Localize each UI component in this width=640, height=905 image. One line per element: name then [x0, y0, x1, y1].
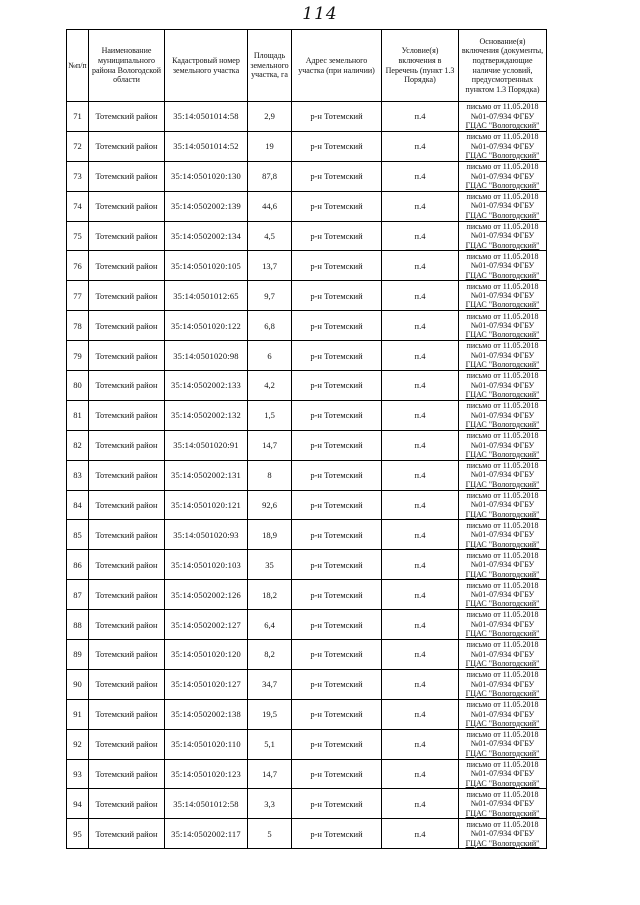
basis-line: №01-07/934 ФГБУ — [470, 171, 535, 181]
plot-area: 14,7 — [248, 759, 292, 789]
inclusion-basis-document — [459, 161, 547, 191]
row-number: 78 — [67, 311, 89, 341]
basis-line: письмо от 11.05.2018 — [466, 192, 539, 201]
basis-line: письмо от 11.05.2018 — [466, 819, 539, 829]
district-name: Тотемский район — [89, 191, 165, 221]
basis-line: письмо от 11.05.2018 — [466, 640, 539, 650]
table-row — [67, 759, 547, 789]
inclusion-basis-document — [459, 281, 547, 311]
inclusion-condition: п.4 — [382, 699, 459, 729]
district-name: Тотемский район — [89, 669, 165, 699]
inclusion-condition: п.4 — [382, 191, 459, 221]
col-header-district: Наименование муниципального района Вологодской области — [89, 30, 165, 102]
plot-area: 3,3 — [248, 789, 292, 819]
plot-area: 18,2 — [248, 580, 292, 610]
basis-line: ГЦАС "Вологодский" — [465, 748, 540, 758]
plot-area: 5 — [248, 819, 292, 849]
plot-area: 8,2 — [248, 640, 292, 670]
basis-line: письмо от 11.05.2018 — [466, 341, 539, 351]
table-row — [67, 460, 547, 490]
inclusion-condition: п.4 — [382, 400, 459, 430]
inclusion-basis-document — [459, 580, 547, 610]
inclusion-basis-document — [459, 699, 547, 729]
plot-address: р-н Тотемский — [292, 371, 382, 401]
table-row — [67, 281, 547, 311]
plot-area: 87,8 — [248, 161, 292, 191]
plot-area: 13,7 — [248, 251, 292, 281]
plot-area: 92,6 — [248, 490, 292, 520]
plot-address: р-н Тотемский — [292, 341, 382, 371]
plot-area: 14,7 — [248, 430, 292, 460]
basis-line: ГЦАС "Вологодский" — [465, 629, 540, 639]
table-row — [67, 341, 547, 371]
district-name: Тотемский район — [89, 400, 165, 430]
plot-area: 6,8 — [248, 311, 292, 341]
table-row — [67, 430, 547, 460]
basis-line: ГЦАС "Вологодский" — [465, 539, 540, 549]
basis-line: письмо от 11.05.2018 — [466, 610, 539, 620]
basis-line: ГЦАС "Вологодский" — [465, 180, 540, 190]
plot-area: 34,7 — [248, 669, 292, 699]
district-name: Тотемский район — [89, 699, 165, 729]
plot-address: р-н Тотемский — [292, 520, 382, 550]
district-name: Тотемский район — [89, 819, 165, 849]
inclusion-basis-document — [459, 640, 547, 670]
plot-area: 4,5 — [248, 221, 292, 251]
basis-line: №01-07/934 ФГБУ — [470, 410, 535, 420]
basis-line: №01-07/934 ФГБУ — [470, 111, 535, 121]
inclusion-condition: п.4 — [382, 819, 459, 849]
plot-area: 9,7 — [248, 281, 292, 311]
inclusion-basis-document — [459, 131, 547, 161]
plot-address: р-н Тотемский — [292, 580, 382, 610]
table-row — [67, 371, 547, 401]
plot-address: р-н Тотемский — [292, 311, 382, 341]
inclusion-condition: п.4 — [382, 281, 459, 311]
plot-address: р-н Тотемский — [292, 819, 382, 849]
cadastral-number: 35:14:0501014:52 — [165, 131, 248, 161]
plot-address: р-н Тотемский — [292, 251, 382, 281]
cadastral-number: 35:14:0501020:103 — [165, 550, 248, 580]
basis-line: №01-07/934 ФГБУ — [470, 261, 535, 271]
inclusion-basis-document — [459, 759, 547, 789]
district-name: Тотемский район — [89, 640, 165, 670]
inclusion-condition: п.4 — [382, 490, 459, 520]
row-number: 92 — [67, 729, 89, 759]
row-number: 91 — [67, 699, 89, 729]
cadastral-number: 35:14:0502002:139 — [165, 191, 248, 221]
district-name: Тотемский район — [89, 460, 165, 490]
plot-address: р-н Тотемский — [292, 729, 382, 759]
row-number: 77 — [67, 281, 89, 311]
basis-line: письмо от 11.05.2018 — [466, 401, 539, 411]
row-number: 82 — [67, 430, 89, 460]
inclusion-basis-document — [459, 520, 547, 550]
basis-line: №01-07/934 ФГБУ — [470, 530, 535, 540]
plot-area: 5,1 — [248, 729, 292, 759]
basis-line: ГЦАС "Вологодский" — [465, 121, 540, 131]
inclusion-basis-document — [459, 341, 547, 371]
table-row — [67, 669, 547, 699]
basis-line: №01-07/934 ФГБУ — [470, 320, 535, 330]
inclusion-basis-document — [459, 789, 547, 819]
inclusion-condition: п.4 — [382, 729, 459, 759]
plot-address: р-н Тотемский — [292, 699, 382, 729]
land-plots-table — [66, 29, 547, 849]
plot-area: 19 — [248, 131, 292, 161]
inclusion-basis-document — [459, 669, 547, 699]
row-number: 74 — [67, 191, 89, 221]
district-name: Тотемский район — [89, 729, 165, 759]
district-name: Тотемский район — [89, 610, 165, 640]
basis-line: ГЦАС "Вологодский" — [465, 270, 540, 280]
table-row — [67, 580, 547, 610]
inclusion-basis-document — [459, 729, 547, 759]
cadastral-number: 35:14:0501020:93 — [165, 520, 248, 550]
district-name: Тотемский район — [89, 759, 165, 789]
row-number: 83 — [67, 460, 89, 490]
plot-address: р-н Тотемский — [292, 102, 382, 132]
plot-address: р-н Тотемский — [292, 400, 382, 430]
district-name: Тотемский район — [89, 371, 165, 401]
basis-line: ГЦАС "Вологодский" — [465, 599, 540, 609]
basis-line: ГЦАС "Вологодский" — [465, 420, 540, 430]
basis-line: №01-07/934 ФГБУ — [470, 739, 535, 749]
plot-area: 35 — [248, 550, 292, 580]
cadastral-number: 35:14:0501020:123 — [165, 759, 248, 789]
plot-address: р-н Тотемский — [292, 640, 382, 670]
row-number: 84 — [67, 490, 89, 520]
basis-line: письмо от 11.05.2018 — [466, 730, 539, 740]
cadastral-number: 35:14:0501020:110 — [165, 729, 248, 759]
basis-line: письмо от 11.05.2018 — [466, 371, 539, 381]
basis-line: №01-07/934 ФГБУ — [470, 380, 535, 390]
basis-line: письмо от 11.05.2018 — [466, 789, 539, 799]
basis-line: ГЦАС "Вологодский" — [465, 509, 540, 519]
inclusion-condition: п.4 — [382, 131, 459, 161]
inclusion-basis-document — [459, 311, 547, 341]
row-number: 76 — [67, 251, 89, 281]
basis-line: №01-07/934 ФГБУ — [470, 470, 535, 480]
basis-line: письмо от 11.05.2018 — [466, 221, 539, 231]
district-name: Тотемский район — [89, 490, 165, 520]
inclusion-basis-document — [459, 490, 547, 520]
basis-line: №01-07/934 ФГБУ — [470, 799, 535, 809]
basis-line: ГЦАС "Вологодский" — [465, 808, 540, 818]
district-name: Тотемский район — [89, 580, 165, 610]
plot-area: 44,6 — [248, 191, 292, 221]
table-header-row — [67, 30, 547, 102]
col-header-cadastral: Кадастровый номер земельного участка — [165, 30, 248, 102]
district-name: Тотемский район — [89, 520, 165, 550]
basis-line: ГЦАС "Вологодский" — [465, 718, 540, 728]
table-row — [67, 311, 547, 341]
row-number: 81 — [67, 400, 89, 430]
cadastral-number: 35:14:0502002:127 — [165, 610, 248, 640]
plot-area: 8 — [248, 460, 292, 490]
basis-line: №01-07/934 ФГБУ — [470, 829, 535, 839]
district-name: Тотемский район — [89, 102, 165, 132]
plot-address: р-н Тотемский — [292, 490, 382, 520]
inclusion-condition: п.4 — [382, 640, 459, 670]
basis-line: ГЦАС "Вологодский" — [465, 778, 540, 788]
basis-line: №01-07/934 ФГБУ — [470, 231, 535, 241]
inclusion-condition: п.4 — [382, 102, 459, 132]
basis-line: ГЦАС "Вологодский" — [465, 151, 540, 161]
row-number: 85 — [67, 520, 89, 550]
inclusion-basis-document — [459, 191, 547, 221]
basis-line: №01-07/934 ФГБУ — [470, 589, 535, 599]
col-header-condition: Условие(я) включения в Перечень (пункт 1.3 Порядка) — [382, 30, 459, 102]
inclusion-condition: п.4 — [382, 669, 459, 699]
basis-line: ГЦАС "Вологодский" — [465, 360, 540, 370]
cadastral-number: 35:14:0502002:117 — [165, 819, 248, 849]
row-number: 73 — [67, 161, 89, 191]
plot-address: р-н Тотемский — [292, 281, 382, 311]
basis-line: №01-07/934 ФГБУ — [470, 500, 535, 510]
table-row — [67, 400, 547, 430]
basis-line: письмо от 11.05.2018 — [466, 461, 539, 471]
plot-address: р-н Тотемский — [292, 669, 382, 699]
plot-address: р-н Тотемский — [292, 759, 382, 789]
basis-line: ГЦАС "Вологодский" — [465, 449, 540, 459]
plot-address: р-н Тотемский — [292, 430, 382, 460]
inclusion-basis-document — [459, 610, 547, 640]
cadastral-number: 35:14:0502002:126 — [165, 580, 248, 610]
basis-line: ГЦАС "Вологодский" — [465, 659, 540, 669]
row-number: 94 — [67, 789, 89, 819]
inclusion-basis-document — [459, 102, 547, 132]
table-row — [67, 819, 547, 849]
cadastral-number: 35:14:0502002:134 — [165, 221, 248, 251]
basis-line: письмо от 11.05.2018 — [466, 700, 539, 710]
inclusion-condition: п.4 — [382, 161, 459, 191]
basis-line: №01-07/934 ФГБУ — [470, 560, 535, 570]
inclusion-condition: п.4 — [382, 550, 459, 580]
basis-line: №01-07/934 ФГБУ — [470, 201, 535, 211]
inclusion-condition: п.4 — [382, 430, 459, 460]
table-row — [67, 102, 547, 132]
page-number: 114 — [302, 4, 338, 24]
cadastral-number: 35:14:0501020:121 — [165, 490, 248, 520]
basis-line: ГЦАС "Вологодский" — [465, 838, 540, 848]
inclusion-basis-document — [459, 371, 547, 401]
row-number: 90 — [67, 669, 89, 699]
plot-address: р-н Тотемский — [292, 221, 382, 251]
table-row — [67, 490, 547, 520]
inclusion-condition: п.4 — [382, 221, 459, 251]
table-row — [67, 520, 547, 550]
basis-line: письмо от 11.05.2018 — [466, 759, 539, 769]
row-number: 86 — [67, 550, 89, 580]
inclusion-basis-document — [459, 400, 547, 430]
row-number: 95 — [67, 819, 89, 849]
basis-line: письмо от 11.05.2018 — [466, 251, 539, 261]
basis-line: письмо от 11.05.2018 — [466, 431, 539, 441]
row-number: 75 — [67, 221, 89, 251]
inclusion-condition: п.4 — [382, 520, 459, 550]
inclusion-basis-document — [459, 819, 547, 849]
row-number: 72 — [67, 131, 89, 161]
inclusion-condition: п.4 — [382, 610, 459, 640]
row-number: 93 — [67, 759, 89, 789]
table-row — [67, 699, 547, 729]
cadastral-number: 35:14:0501014:58 — [165, 102, 248, 132]
district-name: Тотемский район — [89, 430, 165, 460]
plot-address: р-н Тотемский — [292, 131, 382, 161]
inclusion-condition: п.4 — [382, 789, 459, 819]
basis-line: №01-07/934 ФГБУ — [470, 291, 535, 301]
basis-line: ГЦАС "Вологодский" — [465, 390, 540, 400]
plot-address: р-н Тотемский — [292, 460, 382, 490]
cadastral-number: 35:14:0502002:131 — [165, 460, 248, 490]
cadastral-number: 35:14:0501012:58 — [165, 789, 248, 819]
district-name: Тотемский район — [89, 131, 165, 161]
plot-address: р-н Тотемский — [292, 161, 382, 191]
inclusion-basis-document — [459, 550, 547, 580]
basis-line: ГЦАС "Вологодский" — [465, 210, 540, 220]
table-row — [67, 161, 547, 191]
basis-line: ГЦАС "Вологодский" — [465, 300, 540, 310]
cadastral-number: 35:14:0502002:138 — [165, 699, 248, 729]
cadastral-number: 35:14:0501020:120 — [165, 640, 248, 670]
plot-area: 2,9 — [248, 102, 292, 132]
table-row — [67, 221, 547, 251]
basis-line: письмо от 11.05.2018 — [466, 311, 539, 321]
row-number: 80 — [67, 371, 89, 401]
inclusion-condition: п.4 — [382, 251, 459, 281]
col-header-area: Площадь земельного участка, га — [248, 30, 292, 102]
cadastral-number: 35:14:0501020:105 — [165, 251, 248, 281]
district-name: Тотемский район — [89, 281, 165, 311]
basis-line: письмо от 11.05.2018 — [466, 281, 539, 291]
basis-line: №01-07/934 ФГБУ — [470, 619, 535, 629]
inclusion-condition: п.4 — [382, 580, 459, 610]
basis-line: ГЦАС "Вологодский" — [465, 479, 540, 489]
plot-area: 6 — [248, 341, 292, 371]
basis-line: письмо от 11.05.2018 — [466, 670, 539, 680]
basis-line: №01-07/934 ФГБУ — [470, 649, 535, 659]
basis-line: №01-07/934 ФГБУ — [470, 679, 535, 689]
row-number: 89 — [67, 640, 89, 670]
basis-line: письмо от 11.05.2018 — [466, 490, 539, 500]
basis-line: ГЦАС "Вологодский" — [465, 330, 540, 340]
col-header-number: №п/п — [67, 30, 89, 102]
district-name: Тотемский район — [89, 221, 165, 251]
inclusion-condition: п.4 — [382, 759, 459, 789]
district-name: Тотемский район — [89, 161, 165, 191]
cadastral-number: 35:14:0501020:98 — [165, 341, 248, 371]
basis-line: №01-07/934 ФГБУ — [470, 440, 535, 450]
cadastral-number: 35:14:0501020:122 — [165, 311, 248, 341]
basis-line: письмо от 11.05.2018 — [466, 580, 539, 590]
inclusion-basis-document — [459, 221, 547, 251]
basis-line: письмо от 11.05.2018 — [466, 132, 539, 142]
row-number: 71 — [67, 102, 89, 132]
district-name: Тотемский район — [89, 789, 165, 819]
table-row — [67, 131, 547, 161]
table-row — [67, 191, 547, 221]
basis-line: письмо от 11.05.2018 — [466, 162, 539, 172]
row-number: 88 — [67, 610, 89, 640]
table-row — [67, 251, 547, 281]
basis-line: №01-07/934 ФГБУ — [470, 709, 535, 719]
basis-line: письмо от 11.05.2018 — [466, 520, 539, 530]
row-number: 79 — [67, 341, 89, 371]
plot-address: р-н Тотемский — [292, 550, 382, 580]
plot-address: р-н Тотемский — [292, 610, 382, 640]
inclusion-basis-document — [459, 460, 547, 490]
district-name: Тотемский район — [89, 550, 165, 580]
plot-area: 18,9 — [248, 520, 292, 550]
district-name: Тотемский район — [89, 341, 165, 371]
plot-area: 6,4 — [248, 610, 292, 640]
inclusion-condition: п.4 — [382, 311, 459, 341]
row-number: 87 — [67, 580, 89, 610]
basis-line: №01-07/934 ФГБУ — [470, 350, 535, 360]
plot-area: 19,5 — [248, 699, 292, 729]
table-row — [67, 789, 547, 819]
cadastral-number: 35:14:0501020:127 — [165, 669, 248, 699]
district-name: Тотемский район — [89, 311, 165, 341]
cadastral-number: 35:14:0501012:65 — [165, 281, 248, 311]
cadastral-number: 35:14:0502002:133 — [165, 371, 248, 401]
cadastral-number: 35:14:0502002:132 — [165, 400, 248, 430]
inclusion-condition: п.4 — [382, 371, 459, 401]
basis-line: письмо от 11.05.2018 — [466, 102, 539, 112]
table-row — [67, 729, 547, 759]
col-header-address: Адрес земельного участка (при наличии) — [292, 30, 382, 102]
cadastral-number: 35:14:0501020:91 — [165, 430, 248, 460]
inclusion-basis-document — [459, 430, 547, 460]
basis-line: ГЦАС "Вологодский" — [465, 240, 540, 250]
basis-line: №01-07/934 ФГБУ — [470, 769, 535, 779]
basis-line: ГЦАС "Вологодский" — [465, 689, 540, 699]
district-name: Тотемский район — [89, 251, 165, 281]
table-row — [67, 640, 547, 670]
table-row — [67, 550, 547, 580]
table-row — [67, 610, 547, 640]
inclusion-condition: п.4 — [382, 341, 459, 371]
plot-area: 1,5 — [248, 400, 292, 430]
plot-address: р-н Тотемский — [292, 191, 382, 221]
basis-line: №01-07/934 ФГБУ — [470, 141, 535, 151]
inclusion-condition: п.4 — [382, 460, 459, 490]
plot-area: 4,2 — [248, 371, 292, 401]
cadastral-number: 35:14:0501020:130 — [165, 161, 248, 191]
plot-address: р-н Тотемский — [292, 789, 382, 819]
inclusion-basis-document — [459, 251, 547, 281]
basis-line: ГЦАС "Вологодский" — [465, 569, 540, 579]
col-header-basis: Основание(я) включения (документы, подтверждающие наличие условий, предусмотренных пунктом 1.3 Порядка) — [459, 30, 547, 102]
basis-line: письмо от 11.05.2018 — [466, 550, 539, 560]
